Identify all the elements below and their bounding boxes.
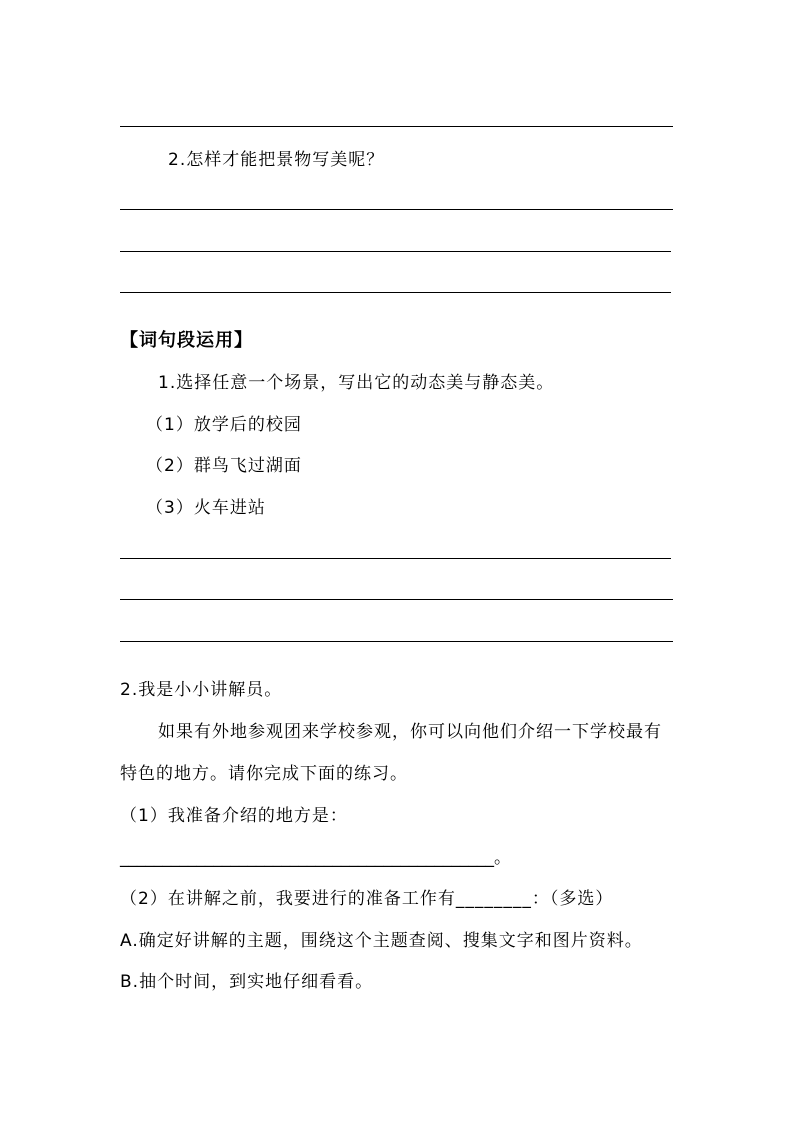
q1-option-3: （3）火车进站 [146,498,266,518]
q2-paragraph-line1: 如果有外地参观团来学校参观，你可以向他们介绍一下学校最有 [158,722,662,742]
question-2: 2.怎样才能把景物写美呢？ [168,150,385,170]
q2-sub2: （2）在讲解之前，我要进行的准备工作有________：（多选） [120,889,614,909]
q2-title: 2.我是小小讲解员。 [120,680,283,700]
q2-sub1: （1）我准备介绍的地方是： [120,806,348,826]
choice-b: B.抽个时间，到实地仔细看看。 [120,972,374,992]
q2-sub1-blank[interactable]: ____________________________________________。 [120,848,511,868]
answer-line[interactable] [120,209,673,210]
choice-a: A.确定好讲解的主题，围绕这个主题查阅、搜集文字和图片资料。 [120,931,643,951]
answer-line[interactable] [120,126,673,127]
section-header: 【词句段运用】 [120,330,253,351]
answer-line[interactable] [120,641,673,642]
answer-line[interactable] [120,292,671,293]
q1-option-1: （1）放学后的校园 [146,415,302,435]
q2-paragraph-line2: 特色的地方。请你完成下面的练习。 [120,764,408,784]
q1-prompt: 1.选择任意一个场景，写出它的动态美与静态美。 [158,373,555,393]
answer-line[interactable] [120,251,671,252]
answer-line[interactable] [120,558,671,559]
q1-option-2: （2）群鸟飞过湖面 [146,456,302,476]
answer-line[interactable] [120,599,673,600]
